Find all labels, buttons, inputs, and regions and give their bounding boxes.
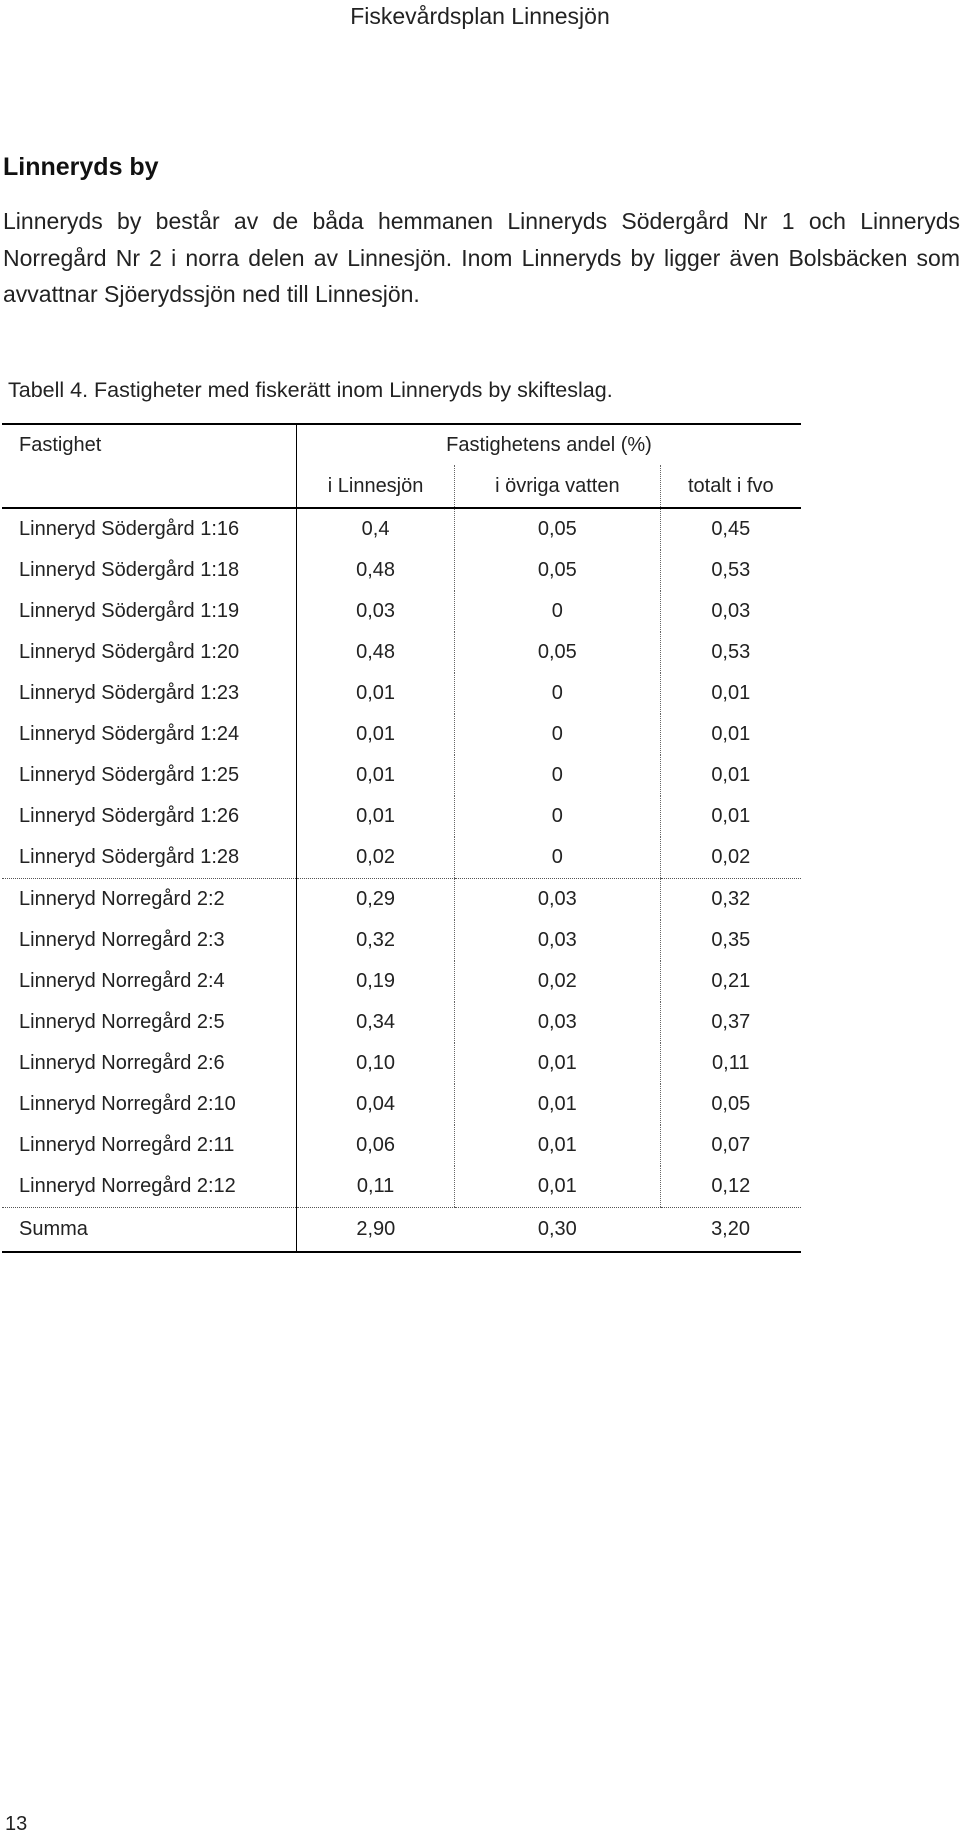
share-ovriga-cell: 0,03 <box>455 920 660 961</box>
share-linnesjon-cell: 0,04 <box>297 1084 455 1125</box>
share-totalt-cell: 0,03 <box>660 591 801 632</box>
table-row <box>2 591 801 632</box>
share-ovriga-cell: 0 <box>455 755 660 796</box>
property-name-cell: Linneryd Södergård 1:19 <box>19 600 240 622</box>
property-name-cell: Linneryd Norregård 2:11 <box>19 1134 235 1156</box>
share-ovriga-cell: 0 <box>455 714 660 755</box>
table-row <box>2 879 801 921</box>
table-caption: Tabell 4. Fastigheter med fiskerätt inom Linneryds by skifteslag. <box>8 378 613 402</box>
table-row <box>2 714 801 755</box>
share-linnesjon-cell: 0,01 <box>297 673 455 714</box>
share-ovriga-cell: 0 <box>455 796 660 837</box>
table-subheader-row <box>2 465 801 508</box>
column-header-totalt: totalt i fvo <box>660 465 801 508</box>
share-ovriga-cell: 0 <box>455 591 660 632</box>
table-row <box>2 1002 801 1043</box>
share-ovriga-cell: 0,03 <box>455 1002 660 1043</box>
share-linnesjon-cell: 0,4 <box>297 508 455 550</box>
section-title: Linneryds by <box>3 153 159 181</box>
property-name-cell: Linneryd Södergård 1:28 <box>2 837 297 879</box>
share-totalt-cell: 0,53 <box>660 550 801 591</box>
table-row <box>2 920 801 961</box>
property-name-cell: Linneryd Södergård 1:23 <box>19 682 240 704</box>
share-linnesjon-cell: 0,48 <box>297 550 455 591</box>
property-share-table <box>2 423 801 1253</box>
table-row <box>2 673 801 714</box>
share-totalt-cell: 0,07 <box>660 1125 801 1166</box>
table-row <box>2 837 801 879</box>
property-name-cell: Linneryd Norregård 2:12 <box>2 1166 297 1208</box>
share-linnesjon-cell: 0,19 <box>297 961 455 1002</box>
property-name-cell: Linneryd Norregård 2:2 <box>19 888 225 910</box>
sum-linnesjon: 2,90 <box>297 1208 455 1253</box>
share-totalt-cell: 0,01 <box>660 673 801 714</box>
share-linnesjon-cell: 0,32 <box>297 920 455 961</box>
share-linnesjon-cell: 0,34 <box>297 1002 455 1043</box>
share-totalt-cell: 0,35 <box>660 920 801 961</box>
share-totalt-cell: 0,11 <box>660 1043 801 1084</box>
share-totalt-cell: 0,02 <box>660 837 801 879</box>
share-ovriga-cell: 0,01 <box>455 1043 660 1084</box>
share-ovriga-cell: 0,01 <box>455 1166 660 1208</box>
sum-totalt: 3,20 <box>660 1208 801 1253</box>
table-row <box>2 961 801 1002</box>
property-name-cell: Linneryd Södergård 1:26 <box>19 805 240 827</box>
table-row <box>2 632 801 673</box>
share-ovriga-cell: 0 <box>455 673 660 714</box>
column-header-property: Fastighet <box>2 424 297 465</box>
table-row <box>2 550 801 591</box>
share-ovriga-cell: 0,05 <box>455 550 660 591</box>
share-totalt-cell: 0,37 <box>660 1002 801 1043</box>
running-header: Fiskevårdsplan Linnesjön <box>350 3 610 29</box>
property-name-cell: Linneryd Södergård 1:20 <box>19 641 240 663</box>
share-linnesjon-cell: 0,02 <box>297 837 455 879</box>
property-name-cell: Linneryd Norregård 2:3 <box>19 929 225 951</box>
share-totalt-cell: 0,01 <box>660 714 801 755</box>
share-linnesjon-cell: 0,01 <box>297 714 455 755</box>
page-number: 13 <box>5 1813 28 1835</box>
property-name-cell: Linneryd Södergård 1:16 <box>19 518 240 540</box>
share-ovriga-cell: 0,05 <box>455 632 660 673</box>
property-name-cell: Linneryd Södergård 1:25 <box>19 764 240 786</box>
share-ovriga-cell: 0,01 <box>455 1125 660 1166</box>
share-linnesjon-cell: 0,29 <box>297 879 455 921</box>
table-row <box>2 1166 801 1208</box>
share-totalt-cell: 0,05 <box>660 1084 801 1125</box>
share-totalt-cell: 0,32 <box>660 879 801 921</box>
property-name-cell: Linneryd Södergård 1:18 <box>19 559 240 581</box>
share-linnesjon-cell: 0,06 <box>297 1125 455 1166</box>
share-totalt-cell: 0,12 <box>660 1166 801 1208</box>
property-name-cell: Linneryd Södergård 1:24 <box>19 723 240 745</box>
share-ovriga-cell: 0,02 <box>455 961 660 1002</box>
column-header-linnesjon: i Linnesjön <box>297 465 455 508</box>
column-header-share-group: Fastighetens andel (%) <box>297 424 802 465</box>
property-name-cell: Linneryd Norregård 2:4 <box>19 970 225 992</box>
share-ovriga-cell: 0,03 <box>455 879 660 921</box>
table-body <box>2 508 801 1208</box>
intro-paragraph: Linneryds by består av de båda hemmanen Linneryds Södergård Nr 1 och Linneryds Norregård Nr 2 i norra delen av Linnesjön. Inom Linneryds by ligger även Bolsbäcken som avvattnar Sjöerydssjön ned till Linnesjön. <box>3 208 960 307</box>
share-totalt-cell: 0,01 <box>660 796 801 837</box>
share-totalt-cell: 0,53 <box>660 632 801 673</box>
table-row <box>2 1084 801 1125</box>
share-totalt-cell: 0,21 <box>660 961 801 1002</box>
table-header-row <box>2 424 801 465</box>
column-header-ovriga: i övriga vatten <box>455 465 660 508</box>
share-totalt-cell: 0,01 <box>660 755 801 796</box>
column-header-spacer <box>2 465 297 508</box>
property-name-cell: Linneryd Norregård 2:5 <box>19 1011 225 1033</box>
share-linnesjon-cell: 0,01 <box>297 796 455 837</box>
share-ovriga-cell: 0,01 <box>455 1084 660 1125</box>
share-totalt-cell: 0,45 <box>660 508 801 550</box>
table-row <box>2 796 801 837</box>
property-name-cell: Linneryd Norregård 2:6 <box>19 1052 225 1074</box>
share-ovriga-cell: 0,05 <box>455 508 660 550</box>
sum-ovriga: 0,30 <box>455 1208 660 1253</box>
table-row <box>2 1125 801 1166</box>
table-row <box>2 508 801 550</box>
share-linnesjon-cell: 0,10 <box>297 1043 455 1084</box>
sum-label: Summa <box>2 1208 297 1253</box>
share-ovriga-cell: 0 <box>455 837 660 879</box>
sum-row <box>2 1208 801 1253</box>
share-linnesjon-cell: 0,11 <box>297 1166 455 1208</box>
table-row <box>2 755 801 796</box>
share-linnesjon-cell: 0,48 <box>297 632 455 673</box>
property-name-cell: Linneryd Norregård 2:10 <box>19 1093 236 1115</box>
share-linnesjon-cell: 0,01 <box>297 755 455 796</box>
table-row <box>2 1043 801 1084</box>
share-linnesjon-cell: 0,03 <box>297 591 455 632</box>
